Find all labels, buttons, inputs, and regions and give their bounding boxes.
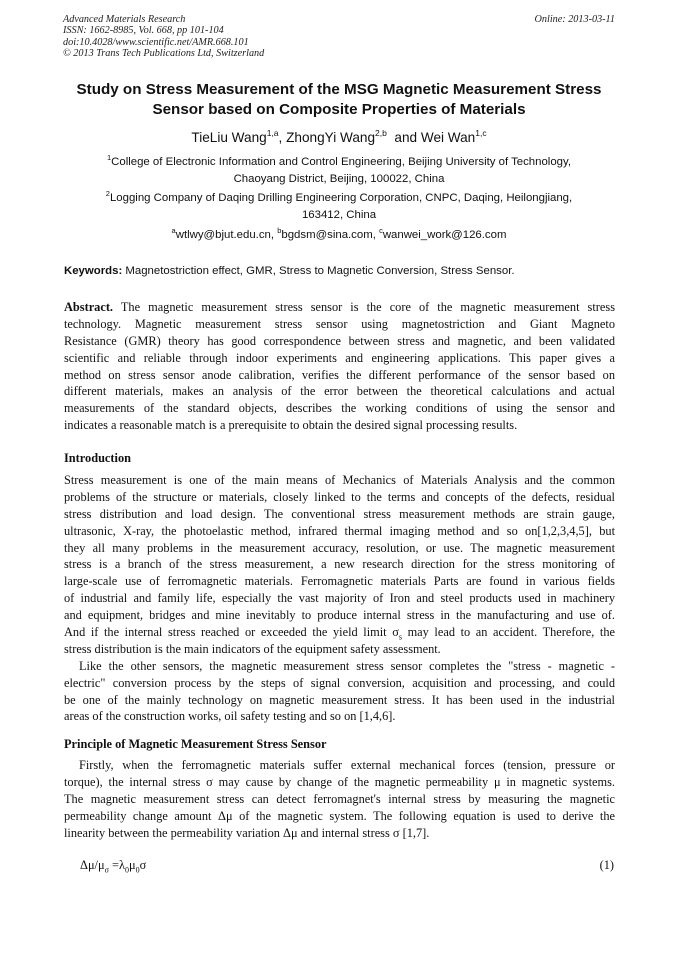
body-line: stress distribution is the main indicators of the equipment safety assessment. [64,641,441,656]
keywords-text: Magnetostriction effect, GMR, Stress to Magnetic Conversion, Stress Sensor. [122,265,515,277]
keywords [64,264,614,279]
equation-sigma: σ [139,858,147,872]
email-sup: b [277,226,282,235]
author-separator: , [278,130,287,145]
equation-subscript: 0 [124,865,129,875]
body-line: stress distribution and load design. The conventional stress measurement methods are strain gauge, [64,506,615,521]
abstract-line: technology. Magnetic measurement stress sensor using magnetostriction and Giant Magneto [64,316,615,331]
introduction-heading: Introduction [64,451,131,465]
abstract-text: The magnetic measurement stress sensor is the core of the magnetic measurement stress [113,300,615,314]
affiliation-sup: 2 [105,189,110,198]
author-list [40,124,638,147]
introduction-body [64,472,615,725]
online-date: Online: 2013-03-11 [534,14,615,25]
body-line: and equipment, bridges and mine inevitably to produce internal stress in the manufacturing and use of. [64,608,615,623]
affiliation-line: Chaoyang District, Beijing, 100022, China [233,173,445,185]
body-line: Firstly, when the ferromagnetic materials suffer external mechanical forces (tension, pressure or [79,758,615,772]
body-line: permeability change amount Δμ of the magnetic system. The following equation is used to derive the [64,808,615,823]
body-text: may lead to an accident. Therefore, the [401,625,616,640]
affiliation-line: Logging Company of Daqing Drilling Engineering Corporation, CNPC, Daqing, Heilongjiang, [109,192,573,204]
body-text: And if the internal stress reached or exceeded the yield limit σ [64,625,399,640]
email-separator: , [372,229,380,241]
equation-number: (1) [599,858,614,872]
author-affil-sup: 2,b [375,128,387,138]
affiliation-sup: 1 [106,153,112,162]
body-line: problems of the structure or materials, closely linked to the terms and concepts of the defects, residual [64,489,615,504]
body-line: Stress measurement is one of the main means of Mechanics of Materials Analysis and the common [64,473,615,487]
body-line: Like the other sensors, the magnetic measurement stress sensor completes the "stress - magnetic - [79,658,615,673]
author-affil-sup: 1,c [475,128,487,138]
body-line: The magnetic measurement stress can detect ferromagnet's internal stress by measuring the magnetic [64,791,615,806]
email-list [64,223,614,243]
body-line: they all many problems in the measurement accuracy, resolution, or use. The magnetic measurement [64,540,615,555]
author-name: TieLiu Wang [191,130,267,145]
email-address[interactable]: wanwei_work@126.com [382,229,507,241]
email-sup: a [171,226,176,235]
author-name: ZhongYi Wang [286,130,376,145]
abstract-line: indicates a reasonable match is a prerequisite to obtain the desired signal processing results. [64,418,518,433]
abstract-line: method on stress sensor anode calibration, verifies the different performance of the sensor based on [64,367,615,382]
affiliation-2 [64,185,614,224]
email-separator: , [270,229,278,241]
journal-header [63,14,615,60]
affiliation-1 [64,149,614,188]
keywords-label: Keywords: [64,265,123,277]
affiliation-line: 163412, China [301,209,377,221]
affiliation-line: College of Electronic Information and Control Engineering, Beijing University of Technology, [111,156,572,168]
body-line: of industrial and family life, especially the vast majority of Iron and steel products used in machinery [64,591,615,606]
equation-subscript: σ [104,865,109,875]
abstract-line: measurements of the standard objects, describes the working conditions of using the sensor and [64,401,615,416]
body-line: be one of the mainly technology on magnetic measurement stress. It has been used in the industrial [64,692,615,707]
abstract-line: scientific and reliable through indoor experiments and engineering applications. This paper gives a [64,350,615,365]
journal-name: Advanced Materials Research [63,14,186,25]
email-address[interactable]: bgdsm@sina.com [281,229,373,241]
body-line: areas of the construction works, oil safety testing and so on [1,4,6]. [64,709,396,724]
body-line: ultrasonic, X-ray, the photoelastic method, infrared thermal imaging method and so on[1,2,3,4,5], but [64,523,615,538]
title-line-2: Sensor based on Composite Properties of Materials [152,101,526,118]
email-address[interactable]: wtlwy@bjut.edu.cn [175,229,271,241]
paper-title [40,80,638,120]
equation-1 [80,857,146,878]
issn-line: ISSN: 1662-8985, Vol. 668, pp 101-104 [63,25,224,37]
equation-lhs: Δμ/μ [80,858,105,872]
body-line: electric" conversion process by the steps of signal conversion, acquisition and processing, and could [64,675,615,690]
body-line: large-scale use of ferromagnetic materials. Ferromagnetic materials Parts are found in various fields [64,574,615,589]
author-name: Wei Wan [420,130,476,145]
principle-body [64,757,615,841]
equation-mu: μ [128,858,136,872]
body-line: linearity between the permeability variation Δμ and internal stress σ [1,7]. [64,825,430,840]
title-line-1: Study on Stress Measurement of the MSG Magnetic Measurement Stress [76,81,602,98]
abstract [64,299,615,434]
body-line: stress is a branch of the stress measurement, a new research direction for the stress monitoring of [64,557,615,572]
copyright-line: © 2013 Trans Tech Publications Ltd, Switzerland [63,48,265,60]
doi-line: doi:10.4028/www.scientific.net/AMR.668.101 [63,36,249,48]
abstract-line [64,299,615,316]
equation-equals: =λ [108,858,125,872]
abstract-label: Abstract. [64,300,114,314]
author-affil-sup: 1,a [266,128,279,138]
principle-heading: Principle of Magnetic Measurement Stress Sensor [64,737,327,751]
yield-subscript: s [398,632,402,642]
email-sup: c [379,226,383,235]
body-line [64,624,615,641]
equation-subscript: 0 [135,865,140,875]
author-separator: and [386,130,421,145]
body-line: torque), the internal stress σ may cause by change of the magnetic permeability μ in magnetic systems. [64,774,615,789]
abstract-line: Resistance (GMR) theory has good correspondence between stress and magnetic, and been validated [64,333,615,348]
abstract-line: different materials, makes an analysis of the error between the theoretical calculations and actual [64,384,615,399]
